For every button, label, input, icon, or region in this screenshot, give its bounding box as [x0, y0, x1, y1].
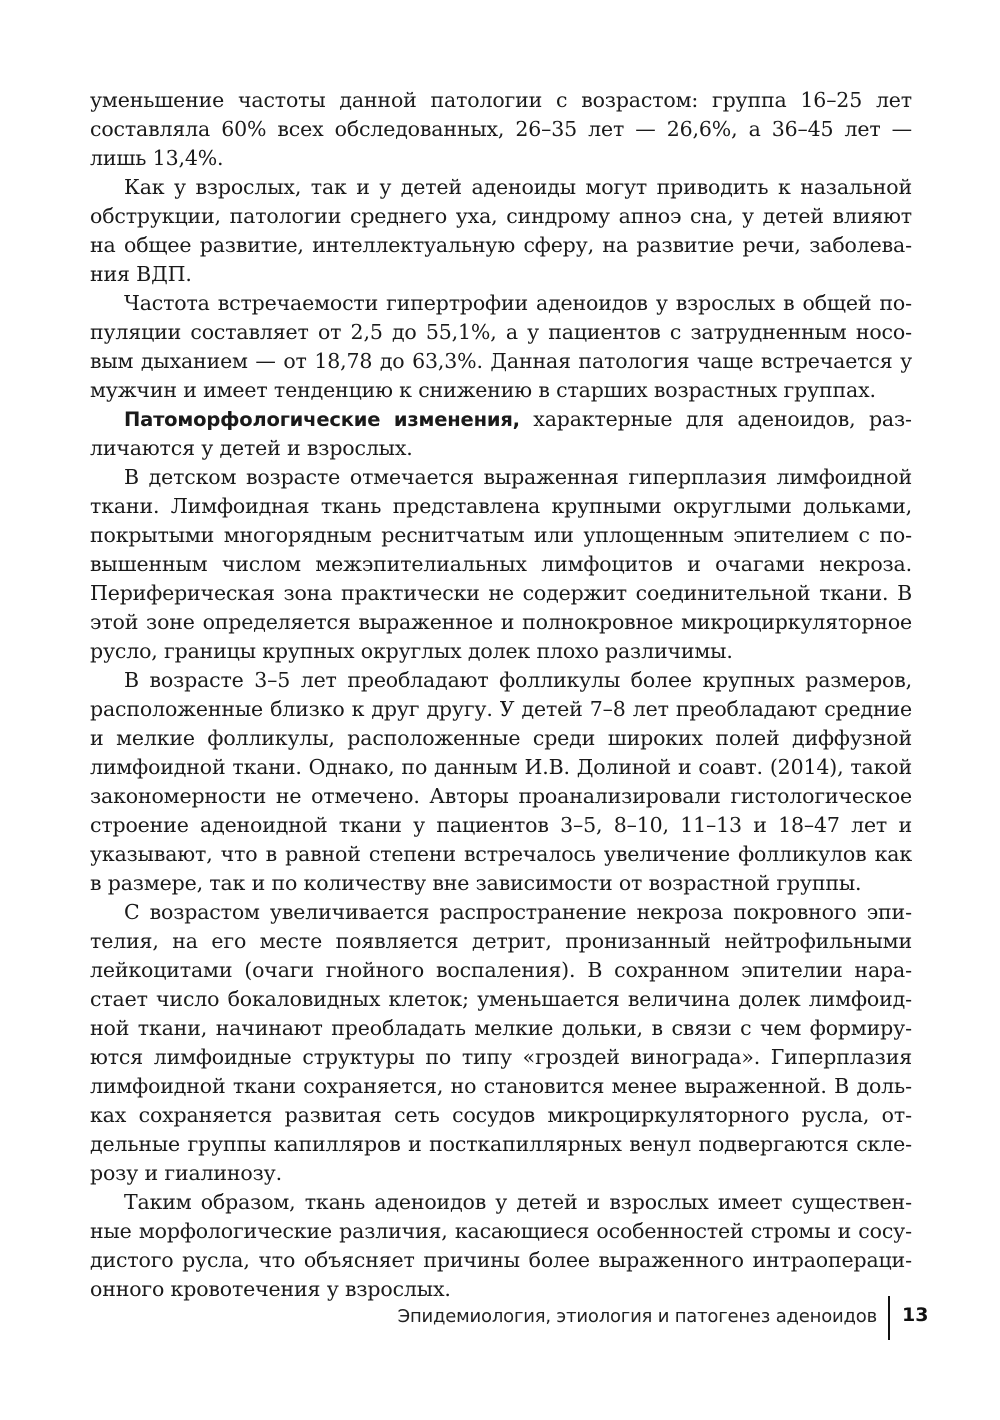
paragraph-6 [90, 666, 912, 898]
paragraph-1 [90, 86, 912, 173]
paragraph-text: Частота встречаемости гипертрофии аденоидов у взрослых в общей популяции составляет от 2,5 до 55,1%, а у пациентов с затрудненным носовым дыханием — от 18,78 до 63,3%. Данная патология чаще встречается у мужчин и имеет тенденцию к снижению в старших возрастных группах. [90, 291, 912, 402]
paragraph-text: уменьшение частоты данной патологии с возрастом: группа 16–25 лет составляла 60% всех обследованных, 26–35 лет — 26,6%, а 36–45 лет — лишь 13,4%. [90, 88, 912, 170]
paragraph-text: В возрасте 3–5 лет преобладают фолликулы более крупных размеров, расположенные близко к друг другу. У детей 7–8 лет преобладают средние и мелкие фолликулы, расположенные среди широких полей диффузной лимфоидной ткани. Однако, по данным И.В. Долиной и соавт. (2014), такой закономерности не отмечено. Авторы проанализировали гистологическое строение аденоидной ткани у пациентов 3–5, 8–10, 11–13 и 18–47 лет и указывают, что в равной степени встречалось увеличение фолликулов как в размере, так и по количеству вне зависимости от возрастной группы. [90, 668, 912, 895]
running-title: Эпидемиология, этиология и патогенез аденоидов [397, 1306, 877, 1327]
footer-divider [888, 1296, 890, 1340]
paragraph-2 [90, 173, 912, 289]
paragraph-text: Таким образом, ткань аденоидов у детей и взрослых имеет существенные морфологические различия, касающиеся особенностей стромы и сосудистого русла, что объясняет причины более выраженного интраоперационного кровотечения у взрослых. [90, 1190, 912, 1301]
paragraph-5 [90, 463, 912, 666]
paragraph-text: характерные для аденоидов, различаются у детей и взрослых. [90, 407, 912, 460]
paragraph-text: В детском возрасте отмечается выраженная гиперплазия лимфоидной ткани. Лимфоидная ткань представлена крупными округлыми дольками, покрытыми многорядным реснитчатым или уплощенным эпителием с повышенным числом межэпителиальных лимфоцитов и очагами некроза. Периферическая зона практически не содержит соединительной ткани. В этой зоне определяется выраженное и полнокровное микроциркуляторное русло, границы крупных округлых долек плохо различимы. [90, 465, 912, 663]
page-body [90, 86, 912, 1304]
paragraph-3 [90, 289, 912, 405]
paragraph-4 [90, 405, 912, 463]
paragraph-7 [90, 898, 912, 1188]
page-number: 13 [902, 1304, 929, 1326]
paragraph-text: Как у взрослых, так и у детей аденоиды могут приводить к назальной обструкции, патологии среднего уха, синдрому апноэ сна, у детей влияют на общее развитие, интеллектуальную сферу, на развитие речи, заболевания ВДП. [90, 175, 912, 286]
page-footer [0, 1296, 1000, 1336]
paragraph-8 [90, 1188, 912, 1304]
paragraph-lead-bold: Патоморфологические изменения, [124, 408, 520, 431]
paragraph-text: С возрастом увеличивается распространение некроза покровного эпителия, на его месте появляется детрит, пронизанный нейтрофильными лейкоцитами (очаги гнойного воспаления). В сохранном эпителии нарастает число бокаловидных клеток; уменьшается величина долек лимфоидной ткани, начинают преобладать мелкие дольки, в связи с чем формируются лимфоидные структуры по типу «гроздей винограда». Гиперплазия лимфоидной ткани сохраняется, но становится менее выраженной. В дольках сохраняется развитая сеть сосудов микроциркуляторного русла, отдельные группы капилляров и посткапиллярных венул подвергаются склерозу и гиалинозу. [90, 900, 912, 1185]
